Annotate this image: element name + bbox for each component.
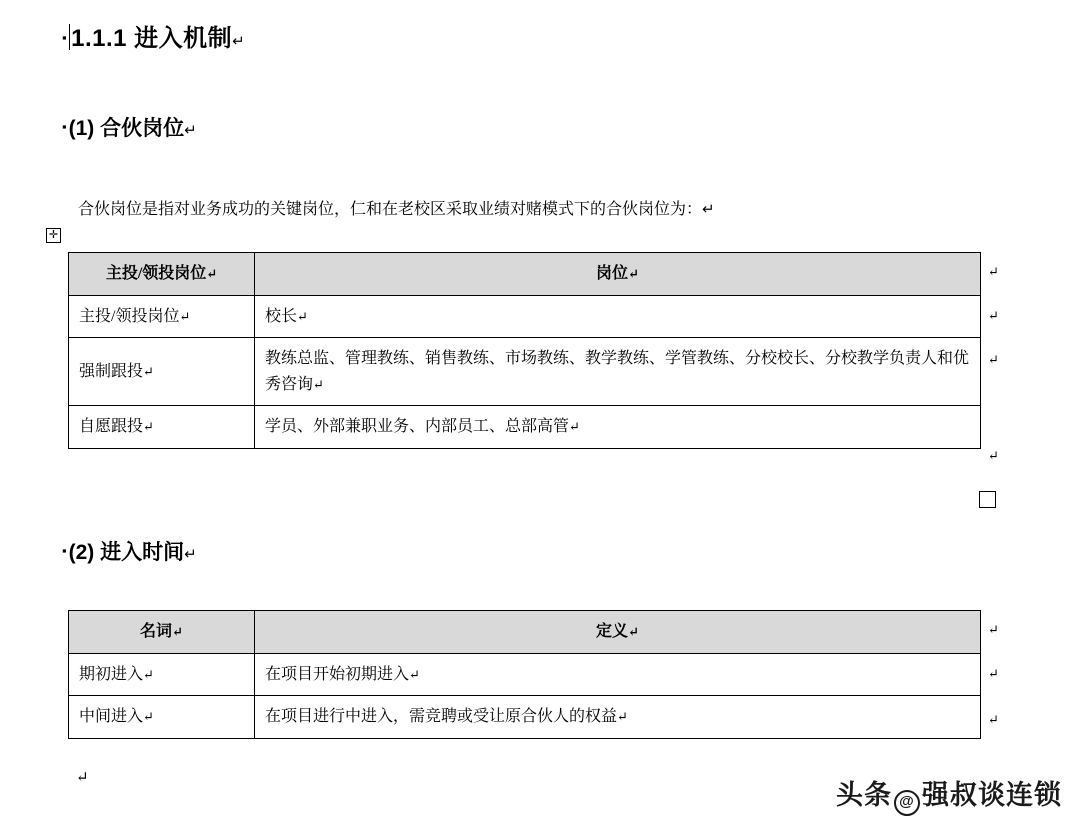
table-cell	[255, 295, 981, 338]
watermark-prefix: 头条	[836, 780, 892, 810]
table-cell	[255, 338, 981, 406]
paragraph-mark-icon: ↵	[628, 266, 639, 281]
list-bullet-icon: ▪	[62, 30, 68, 45]
row-end-mark-icon: ↵	[988, 622, 999, 637]
paragraph-mark-icon: ↵	[617, 709, 628, 725]
section-1-paragraph	[78, 198, 715, 222]
paragraph-mark-icon: ↵	[143, 419, 154, 435]
section-1-paragraph-text: 合伙岗位是指对业务成功的关键岗位，仁和在老校区采取业绩对赌模式下的合伙岗位为：	[78, 201, 703, 218]
table-cell	[255, 653, 981, 696]
row-end-mark-icon: ↵	[988, 264, 999, 279]
paragraph-mark-icon: ↵	[76, 770, 89, 786]
row-end-mark-icon: ↵	[988, 666, 999, 681]
paragraph-mark-icon: ↵	[172, 624, 183, 639]
table-cell	[255, 696, 981, 739]
table-row	[69, 611, 981, 654]
heading-1-1-1	[62, 18, 245, 53]
table-cell	[69, 338, 255, 406]
header-label: 定义	[596, 623, 629, 640]
table-move-handle[interactable]: ✛	[46, 228, 61, 243]
cell-text: 校长	[265, 307, 298, 325]
heading-section-1-text: (1) 合伙岗位	[68, 117, 185, 140]
table-row	[69, 653, 981, 696]
paragraph-mark-icon: ↵	[297, 308, 308, 324]
header-label: 岗位	[596, 265, 629, 282]
cell-text: 强制跟投	[79, 362, 144, 380]
paragraph-mark-icon: ↵	[313, 376, 324, 392]
cell-text: 主投/领投岗位	[79, 307, 180, 325]
paragraph-mark-icon: ↵	[143, 363, 154, 379]
table-partner-positions	[68, 252, 981, 449]
table-resize-handle[interactable]	[979, 491, 996, 508]
table-row	[69, 338, 981, 406]
paragraph-mark-icon: ↵	[206, 266, 218, 281]
cell-text: 中间进入	[79, 708, 144, 726]
row-end-mark-icon: ↵	[988, 352, 999, 367]
heading-section-2	[62, 536, 197, 566]
table-cell	[69, 406, 255, 449]
watermark	[836, 773, 1062, 816]
paragraph-mark-icon: ↵	[143, 709, 154, 725]
cell-text: 学员、外部兼职业务、内部员工、总部高管	[265, 418, 570, 436]
paragraph-mark-icon: ↵	[179, 308, 191, 324]
paragraph-mark-icon: ↵	[232, 34, 246, 50]
row-end-mark-icon: ↵	[988, 712, 999, 727]
table-header-cell	[255, 611, 981, 654]
paragraph-mark-icon: ↵	[184, 123, 197, 139]
cell-text: 自愿跟投	[79, 418, 144, 436]
header-label: 主投/领投岗位	[105, 265, 207, 282]
table-cell	[69, 653, 255, 696]
table-cell	[69, 696, 255, 739]
paragraph-mark-icon: ↵	[702, 202, 715, 218]
table-entry-time	[68, 610, 981, 739]
header-label: 名词	[140, 623, 173, 640]
row-end-mark-icon: ↵	[988, 448, 999, 463]
table-row	[69, 696, 981, 739]
table-cell	[255, 406, 981, 449]
cell-text: 在项目开始初期进入	[265, 665, 410, 683]
list-bullet-icon: ▪	[62, 543, 67, 558]
table-row	[69, 406, 981, 449]
heading-1-text: 1.1.1 进入机制	[71, 25, 233, 52]
text-cursor	[69, 24, 70, 50]
cell-text: 期初进入	[79, 665, 144, 683]
paragraph-mark-icon: ↵	[569, 419, 580, 435]
heading-section-1	[62, 112, 197, 142]
table-row	[69, 253, 981, 296]
heading-section-2-text: (2) 进入时间	[68, 541, 185, 564]
watermark-name: 强叔谈连锁	[922, 780, 1062, 810]
paragraph-mark-icon: ↵	[409, 666, 420, 682]
paragraph-mark-icon: ↵	[628, 624, 639, 639]
cell-text: 教练总监、管理教练、销售教练、市场教练、教学教练、学管教练、分校校长、分校教学负责人和优秀咨询	[265, 350, 970, 393]
paragraph-mark-icon: ↵	[143, 666, 154, 682]
table-row	[69, 295, 981, 338]
paragraph-mark-icon: ↵	[184, 547, 197, 563]
list-bullet-icon: ▪	[62, 119, 67, 134]
table-header-cell	[69, 253, 255, 296]
table-header-cell	[255, 253, 981, 296]
row-end-mark-icon: ↵	[988, 308, 999, 323]
table-header-cell	[69, 611, 255, 654]
cell-text: 在项目进行中进入，需竞聘或受让原合伙人的权益	[265, 708, 618, 726]
at-icon: @	[894, 790, 920, 816]
table-cell	[69, 295, 255, 338]
